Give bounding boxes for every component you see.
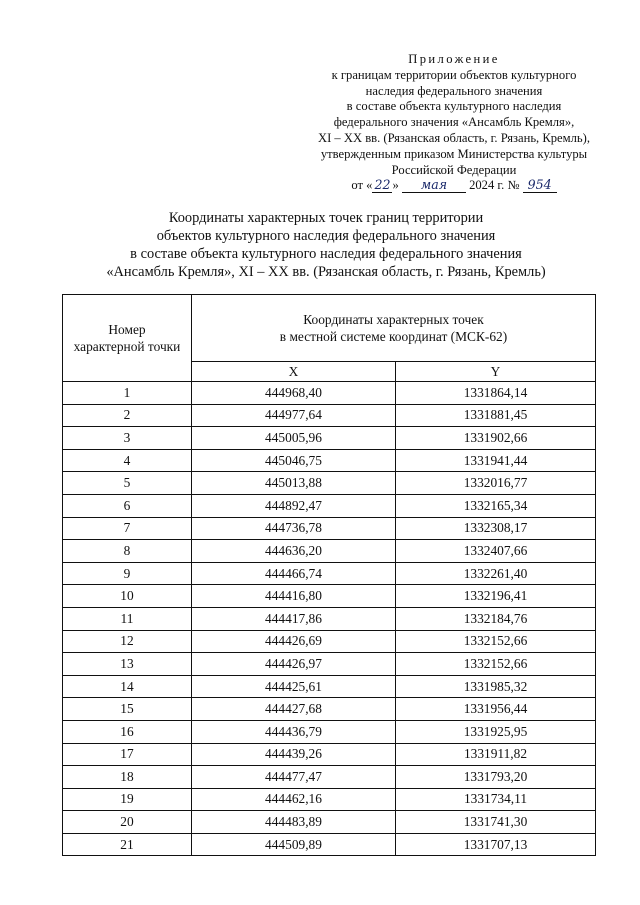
date-mid: »: [392, 178, 399, 193]
x-coordinate-cell: 444736,78: [192, 517, 396, 540]
x-coordinate-cell: 444427,68: [192, 698, 396, 721]
y-coordinate-cell: 1332261,40: [396, 562, 596, 585]
table-row: [63, 653, 596, 676]
table-row: [63, 630, 596, 653]
x-coordinate-cell: 444968,40: [192, 382, 396, 405]
date-prefix: от «: [351, 178, 373, 193]
header-point-number: [63, 295, 192, 382]
handwritten-order-number: 954: [523, 178, 557, 193]
table-row: [63, 472, 596, 495]
table-row: [63, 766, 596, 789]
x-coordinate-cell: 444892,47: [192, 494, 396, 517]
point-number-cell: 15: [63, 698, 192, 721]
handwritten-month: мая: [402, 178, 466, 193]
y-coordinate-cell: 1331864,14: [396, 382, 596, 405]
x-coordinate-cell: 444977,64: [192, 404, 396, 427]
order-date-line: [296, 178, 612, 194]
document-title: [70, 209, 582, 281]
table-row: [63, 833, 596, 856]
date-year: 2024 г. №: [469, 178, 520, 193]
point-number-cell: 8: [63, 540, 192, 563]
point-number-cell: 19: [63, 788, 192, 811]
table-row: [63, 788, 596, 811]
y-coordinate-cell: 1331741,30: [396, 811, 596, 834]
table-body: [63, 382, 596, 856]
table-row: [63, 562, 596, 585]
point-number-cell: 9: [63, 562, 192, 585]
point-number-cell: 16: [63, 720, 192, 743]
header-point-number-line2: характерной точки: [73, 339, 181, 354]
header-point-number-line1: Номер: [108, 322, 146, 337]
x-coordinate-cell: 444483,89: [192, 811, 396, 834]
point-number-cell: 2: [63, 404, 192, 427]
y-coordinate-cell: 1331707,13: [396, 833, 596, 856]
y-coordinate-cell: 1332152,66: [396, 630, 596, 653]
x-coordinate-cell: 444425,61: [192, 675, 396, 698]
x-coordinate-cell: 444636,20: [192, 540, 396, 563]
table-row: [63, 540, 596, 563]
header-coordinates-line2: в местной системе координат (МСК-62): [279, 329, 508, 344]
point-number-cell: 3: [63, 427, 192, 450]
point-number-cell: 12: [63, 630, 192, 653]
table-row: [63, 743, 596, 766]
x-coordinate-cell: 444477,47: [192, 766, 396, 789]
table-row: [63, 607, 596, 630]
y-coordinate-cell: 1332308,17: [396, 517, 596, 540]
point-number-cell: 5: [63, 472, 192, 495]
x-coordinate-cell: 444426,97: [192, 653, 396, 676]
y-coordinate-cell: 1331941,44: [396, 449, 596, 472]
title-line: объектов культурного наследия федерального значения: [156, 228, 496, 244]
appendix-line: федерального значения «Ансамбль Кремля»,: [333, 115, 575, 130]
table-row: [63, 449, 596, 472]
point-number-cell: 20: [63, 811, 192, 834]
coordinates-table: [62, 294, 596, 856]
point-number-cell: 11: [63, 607, 192, 630]
table-row: [63, 427, 596, 450]
y-coordinate-cell: 1331902,66: [396, 427, 596, 450]
y-coordinate-cell: 1331985,32: [396, 675, 596, 698]
appendix-heading: Приложение: [408, 52, 500, 66]
point-number-cell: 18: [63, 766, 192, 789]
table-row: [63, 494, 596, 517]
y-coordinate-cell: 1332184,76: [396, 607, 596, 630]
y-coordinate-cell: 1331881,45: [396, 404, 596, 427]
y-coordinate-cell: 1332016,77: [396, 472, 596, 495]
handwritten-day: 22: [374, 177, 391, 193]
appendix-line: Российской Федерации: [391, 162, 517, 177]
point-number-cell: 17: [63, 743, 192, 766]
appendix-line: в составе объекта культурного наследия: [346, 99, 562, 114]
title-line: «Ансамбль Кремля», XI – XX вв. (Рязанская область, г. Рязань, Кремль): [106, 264, 546, 280]
table-row: [63, 811, 596, 834]
y-coordinate-cell: 1332196,41: [396, 585, 596, 608]
point-number-cell: 10: [63, 585, 192, 608]
x-coordinate-cell: 445046,75: [192, 449, 396, 472]
title-line: Координаты характерных точек границ территории: [168, 210, 484, 226]
point-number-cell: 7: [63, 517, 192, 540]
x-coordinate-cell: 445005,96: [192, 427, 396, 450]
x-coordinate-cell: 445013,88: [192, 472, 396, 495]
appendix-block: [296, 52, 612, 194]
appendix-line: утвержденным приказом Министерства культуры: [320, 146, 588, 161]
header-coordinates: [192, 295, 596, 362]
header-x: X: [192, 362, 396, 382]
appendix-line: к границам территории объектов культурного: [331, 67, 577, 82]
y-coordinate-cell: 1331734,11: [396, 788, 596, 811]
x-coordinate-cell: 444466,74: [192, 562, 396, 585]
appendix-line: XI – XX вв. (Рязанская область, г. Рязань, Кремль),: [317, 130, 590, 145]
header-coordinates-line1: Координаты характерных точек: [303, 312, 484, 327]
x-coordinate-cell: 444436,79: [192, 720, 396, 743]
x-coordinate-cell: 444426,69: [192, 630, 396, 653]
y-coordinate-cell: 1332165,34: [396, 494, 596, 517]
title-line: в составе объекта культурного наследия федерального значения: [130, 246, 522, 262]
table-row: [63, 698, 596, 721]
y-coordinate-cell: 1331925,95: [396, 720, 596, 743]
x-coordinate-cell: 444416,80: [192, 585, 396, 608]
point-number-cell: 13: [63, 653, 192, 676]
point-number-cell: 14: [63, 675, 192, 698]
table-row: [63, 585, 596, 608]
table-row: [63, 382, 596, 405]
y-coordinate-cell: 1332152,66: [396, 653, 596, 676]
point-number-cell: 4: [63, 449, 192, 472]
x-coordinate-cell: 444509,89: [192, 833, 396, 856]
x-coordinate-cell: 444462,16: [192, 788, 396, 811]
x-coordinate-cell: 444417,86: [192, 607, 396, 630]
table-row: [63, 404, 596, 427]
appendix-line: наследия федерального значения: [365, 83, 543, 98]
y-coordinate-cell: 1331793,20: [396, 766, 596, 789]
point-number-cell: 6: [63, 494, 192, 517]
y-coordinate-cell: 1331956,44: [396, 698, 596, 721]
header-y: Y: [396, 362, 596, 382]
y-coordinate-cell: 1331911,82: [396, 743, 596, 766]
point-number-cell: 21: [63, 833, 192, 856]
point-number-cell: 1: [63, 382, 192, 405]
x-coordinate-cell: 444439,26: [192, 743, 396, 766]
table-row: [63, 517, 596, 540]
table-row: [63, 720, 596, 743]
table-row: [63, 675, 596, 698]
y-coordinate-cell: 1332407,66: [396, 540, 596, 563]
